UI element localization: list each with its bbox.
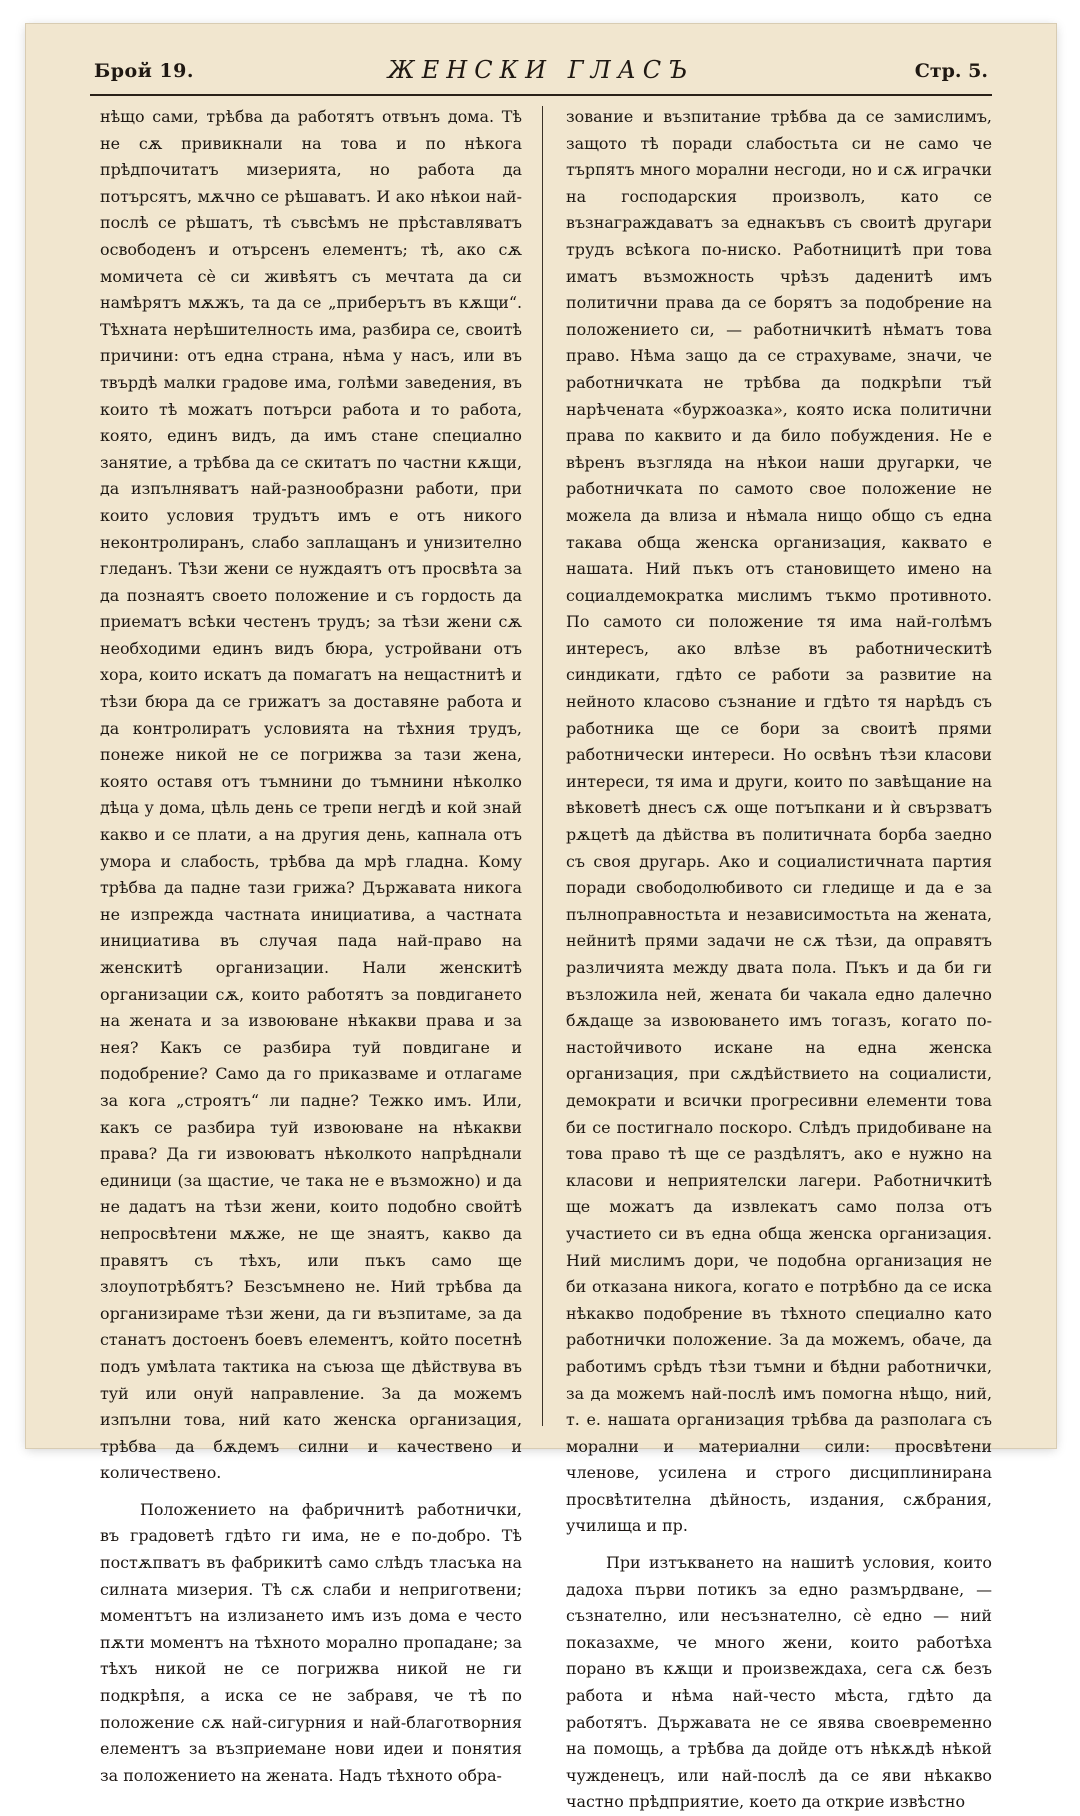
newspaper-page [26,24,1056,1812]
left-paragraph-2: Положението на фабричнитѣ работнички, въ градоветѣ гдѣто ги има, не е по-добро. Тѣ постѫпватъ въ фабрикитѣ само слѣдъ тласъка на силната мизерия. Тѣ сѫ слаби и неприготвени; моментътъ на излизането имъ изъ дома е често пѫти моментъ на тѣхното морално пропадане; за тѣхъ никой не се погрижва никой не ги подкрѣпя, а иска се не забравя, че тѣ по положение сѫ най-сигурния и най-благотворния елементъ за възприемане нови идеи и понятия за положението на жената. Надъ тѣхното обра- [100,1499,522,1785]
page-number: Стр. 5. [914,60,988,82]
right-paragraph-1: зование и възпитание трѣбва да се замислимъ, защото тѣ поради слабостьта си не само че търпятъ много морални несгоди, но и сѫ играчки на господарския произволъ, като се възнаграждаватъ за еднакъвъ съ своитѣ другари трудъ всѣкога по-ниско. Работницитѣ при това иматъ възможность чрѣзъ даденитѣ имъ политични права да се борятъ за подобрение на положението си, — работничкитѣ нѣматъ това право. Нѣма защо да се страхуваме, значи, че работничката не трѣбва да подкрѣпи тъй нарѣчената «буржоазка», която иска политични права по каквито и да било побуждения. Не е вѣренъ възгляда на нѣкои наши другарки, че работничката по самото свое положение не можела да влиза и нѣмала нищо общо съ една такава обща женска организация, каквато е нашата. Ний пъкъ отъ становището имено на социалдемократка мислимъ тъкмо противното. По самото си положение тя има най-голѣмъ интересъ, ако влѣзе въ работническитѣ синдикати, гдѣто се работи за развитие на нейното класово съзнание и гдѣто тя нарѣдъ съ работника ще се бори за своитѣ прями работнически интереси. Но освѣнъ тѣзи класови интереси, тя има и други, които по завѣщание на вѣковетѣ днесъ сѫ още потъпкани и ѝ свързватъ рѫцетѣ да дѣйства въ политичната борба заедно съ своя другарь. Ако и социалистичната партия поради свободолюбивото си гледище и да е за пълноправностьта и независимостьта на жената, нейнитѣ прями задачи не сѫ тѣзи, да оправятъ различията между двата пола. Пъкъ и да би ги възложила ней, жената би чакала едно далечно бѫдаще за извоюването имъ тогазъ, когато по-настойчивото искане на една женска организация, при сѫдѣйствието на социалисти, демократи и всички прогресивни елементи това би се постигнало поскоро. Слѣдъ придобиване на това право тѣ ще се раздѣлятъ, ако е нужно на класови и неприятелски лагери. Работничкитѣ ще можатъ да извлекатъ само полза отъ участието си въ една обща женска организация. Ний мислимъ дори, че подобна организация не би отказана никога, когато е потрѣбно да се иска нѣкакво подобрение въ тѣхното специално като работнички положение. За да можемъ, обаче, да работимъ срѣдъ тѣзи тъмни и бѣдни работнички, за да можемъ най-послѣ имъ помогна нѣщо, ний, т. е. нашата организация трѣбва да разполага съ морални и материални сили: просвѣтени членове, усилена и строго дисциплинирана просвѣтителна дѣйность, издания, сѫбрания, училища и пр. [566,107,992,1536]
newspaper-title: ЖЕНСКИ ГЛАСЪ [387,56,695,84]
page-header [90,50,992,96]
issue-number: Брой 19. [94,60,194,82]
right-paragraph-2: При изтъкването на нашитѣ условия, които дадоха първи потикъ за едно размърдване, — съзнателно, или несъзнателно, сѐ едно — ний показахме, че много жени, които работѣха порано въ кѫщи и произвеждаха, сега сѫ безъ работа и нѣма най-често мѣста, гдѣто да работятъ. Държавата не се явява своевременно на помощь, а трѣбва да дойде отъ нѣкѫдѣ нѣкой чужденецъ, или най-послѣ да се яви нѣкакво частно прѣдприятие, което да открие извѣстно [566,1553,992,1812]
right-column [566,104,992,1816]
left-column [100,104,522,1789]
left-paragraph-1: нѣщо сами, трѣбва да работятъ отвънъ дома. Тѣ не сѫ привикнали на това и по нѣкога прѣдпочитатъ мизерията, но работа да потърсятъ, мѫчно се рѣшаватъ. И ако нѣкои най-послѣ се рѣшатъ, тѣ съвсѣмъ не прѣставляватъ освободенъ и отърсенъ елементъ; тѣ, ако сѫ момичета сѐ си живѣятъ съ мечтата да си намѣрятъ мѫжъ, та да се „приберътъ въ кѫщи“. Тѣхната нерѣшителность има, разбира се, своитѣ причини: отъ една страна, нѣма у насъ, или въ твърдѣ малки градове има, голѣми заведения, въ които тѣ можатъ потърси работа и то работа, която, единъ видъ, да имъ стане специално занятие, а трѣбва да се скитатъ по частни кѫщи, да изпълняватъ най-разнообразни работи, при които условия трудътъ имъ е отъ никого неконтролиранъ, слабо заплащанъ и унизително гледанъ. Тѣзи жени се нуждаятъ отъ просвѣта за да познаятъ своето положение и съ гордость да приематъ всѣки честенъ трудъ; за тѣзи жени сѫ необходими единъ видъ бюра, устройвани отъ хора, които искатъ да помагатъ на нещастнитѣ и тѣзи бюра да се грижатъ за доставяне работа и да контролиратъ условията на тѣхния трудъ, понеже никой не се погрижва за тази жена, която оставя отъ тъмнини до тъмнини нѣколко дѣца у дома, цѣль день се трепи негдѣ и кой знай какво и се плати, а на другия день, капнала отъ умора и слабость, трѣбва да мрѣ гладна. Кому трѣбва да падне тази грижа? Държавата никога не изпрежда частната инициатива, а частната инициатива въ случая пада най-право на женскитѣ организации. Нали женскитѣ организации сѫ, които работятъ за повдигането на жената и за извоюване нѣкакви права и за нея? Какъ се разбира туй повдигане и подобрение? Само да го приказваме и отлагаме за кога „строятъ“ ли падне? Тежко имъ. Или, какъ се разбира туй извоюване на нѣкакви права? Да ги извоюватъ нѣколкото напрѣднали единици (за щастие, че така не е възможно) и да не дадатъ на тѣзи жени, които подобно свойтѣ непросвѣтени мѫже, не ще знаятъ, какво да правятъ съ тѣхъ, или пъкъ само ще злоупотрѣбятъ? Безсъмнено не. Ний трѣбва да организираме тѣзи жени, да ги възпитаме, за да станатъ достоенъ боевъ елементъ, който посетнѣ подъ умѣлата тактика на съюза ще дѣйствува въ туй или онуй направление. За да можемъ изпълни това, ний като женска организация, трѣбва да бѫдемъ силни и качествено и количествено. [100,107,522,1483]
column-divider [542,106,543,1426]
